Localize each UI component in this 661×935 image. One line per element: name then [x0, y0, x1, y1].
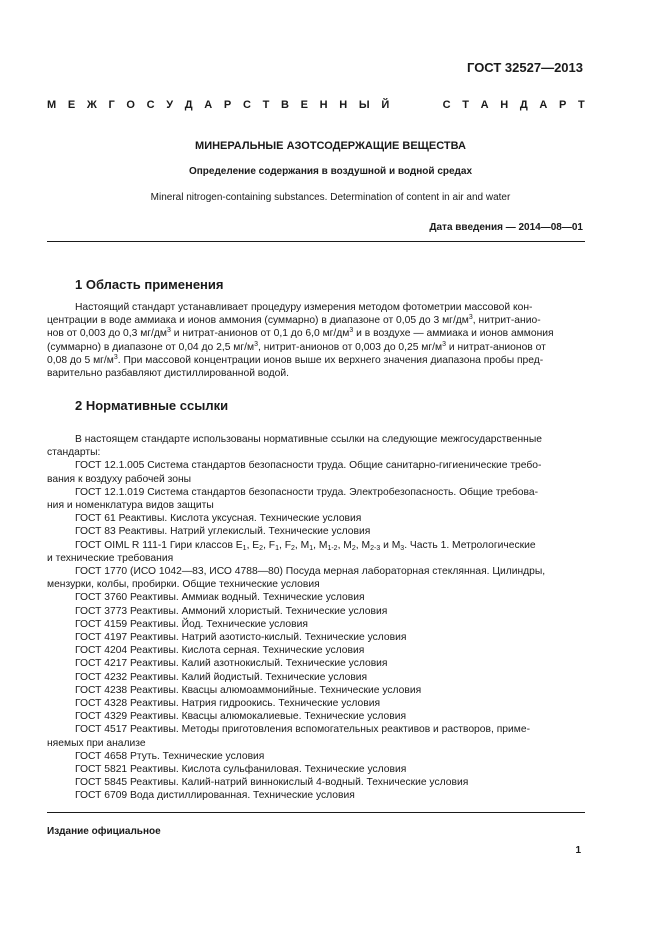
- banner-gap: [401, 99, 431, 111]
- banner-letter: Д: [519, 99, 528, 111]
- reference-item: ГОСТ 4204 Реактивы. Кислота серная. Технические условия: [75, 645, 365, 657]
- banner-letter: А: [539, 99, 548, 111]
- english-title: Mineral nitrogen-containing substances. Determination of content in air and water: [150, 192, 511, 203]
- banner-letter: У: [166, 99, 174, 111]
- reference-item: ГОСТ 4658 Ртуть. Технические условия: [75, 750, 265, 762]
- banner-letter: Е: [67, 99, 76, 111]
- reference-item: ГОСТ 83 Реактивы. Натрий углекислый. Технические условия: [75, 526, 371, 538]
- reference-item: ГОСТ 4328 Реактивы. Натрия гидроокись. Технические условия: [75, 698, 381, 710]
- normative-references-list: В настоящем стандарте использованы нормативные ссылки на следующие межгосударственные стандарты: ГОСТ 12.1.005 Система стандартов безопасности труда. Общие санитарно-гигиенические требо- вания к воздуху рабочей зоны ГОСТ 12.1.019 Система стандартов безопасности труда. Электробезопасность. Общие требова- ния и номенклатура видов защиты ГОСТ 61 Реактивы. Кислота уксусная. Технические условия ГОСТ 83 Реактивы. Натрий углекислый. Технические условия ГОСТ OIML R 111-1 Гири классов $E_1$, $E_2$, $F_1$, $F_2$, $M_1$, $M_{1-2}$, $M_2$, $M_{2-3}$ и $M_3$. Часть 1. Метрологические и технические требования ГОСТ 1770 (ИСО 1042—83, ИСО 4788—80) Посуда мерная лабораторная стеклянная. Цилиндры, мензурки, колбы, пробирки. Общие технические условия ГОСТ 3760 Реактивы. Аммиак водный. Технические условия ГОСТ 3773 Реактивы. Аммоний хлористый. Технические условия ГОСТ 4159 Реактивы. Йод. Технические условия ГОСТ 4197 Реактивы. Натрий азотисто-кислый. Технические условия ГОСТ 4204 Реактивы. Кислота серная. Технические условия ГОСТ 4217 Реактивы. Калий азотнокислый. Технические условия ГОСТ 4232 Реактивы. Калий йодистый. Технические условия ГОСТ 4238 Реактивы. Квасцы алюмоаммонийные. Технические условия ГОСТ 4328 Реактивы. Натрия гидроокись. Технические условия ГОСТ 4329 Реактивы. Квасцы алюмокалиевые. Технические условия ГОСТ 4517 Реактивы. Методы приготовления вспомогательных реактивов и растворов, приме- няемых при анализе ГОСТ 4658 Ртуть. Технические условия ГОСТ 5821 Реактивы. Кислота сульфаниловая. Технические условия ГОСТ 5845 Реактивы. Калий-натрий виннокислый 4-водный. Технические условия ГОСТ 6709 Вода дистиллированная. Технические условия: [47, 433, 584, 803]
- reference-item: ГОСТ 3773 Реактивы. Аммоний хлористый. Технические условия: [75, 605, 388, 617]
- banner-letter: С: [242, 99, 251, 111]
- reference-item: ГОСТ 5821 Реактивы. Кислота сульфаниловая. Технические условия: [75, 764, 407, 776]
- banner-letter: Н: [339, 99, 348, 111]
- reference-item: ГОСТ 61 Реактивы. Кислота уксусная. Технические условия: [75, 513, 362, 525]
- references-intro: В настоящем стандарте использованы нормативные ссылки на следующие межгосударственные: [75, 434, 542, 445]
- reference-item: ГОСТ 5845 Реактивы. Калий-натрий виннокислый 4-водный. Технические условия: [75, 777, 469, 789]
- banner-letter: Н: [500, 99, 509, 111]
- reference-item: ГОСТ 6709 Вода дистиллированная. Технические условия: [75, 790, 355, 802]
- document-subtitle: Определение содержания в воздушной и водной средах: [188, 166, 473, 177]
- banner-letter: Е: [300, 99, 308, 111]
- reference-item: ГОСТ 12.1.005 Система стандартов безопасности труда. Общие санитарно-гигиенические требо-: [75, 460, 542, 472]
- top-divider: [47, 241, 585, 242]
- banner-letter: М: [47, 99, 57, 111]
- page-number: 1: [575, 845, 581, 856]
- reference-item: ГОСТ 4159 Реактивы. Йод. Технические условия: [75, 618, 308, 630]
- reference-item: ГОСТ 4329 Реактивы. Квасцы алюмокалиевые. Технические условия: [75, 711, 407, 723]
- banner-letter: В: [280, 99, 289, 111]
- official-edition-note: Издание официальное: [47, 826, 161, 837]
- reference-item: ГОСТ 12.1.019 Система стандартов безопасности труда. Электробезопасность. Общие требова-: [75, 486, 539, 498]
- reference-item: ГОСТ 4238 Реактивы. Квасцы алюмоаммонийные. Технические условия: [75, 684, 422, 696]
- banner-letter: О: [126, 99, 135, 111]
- reference-item: ГОСТ 3760 Реактивы. Аммиак водный. Технические условия: [75, 592, 365, 604]
- document-title: МИНЕРАЛЬНЫЕ АЗОТСОДЕРЖАЩИЕ ВЕЩЕСТВА: [195, 140, 466, 152]
- banner-letter: Г: [108, 99, 115, 111]
- section-1-paragraph: Настоящий стандарт устанавливает процедуру измерения методом фотометрии массовой кон- центрации в воде аммиака и ионов аммония (суммарно) в диапазоне от 0,05 до 3 $мг/дм^3$, нитрит-анио- нов от 0,003 до 0,3 $мг/дм^3$ и нитрат-анионов от 0,1 до 6,0 $мг/дм^3$ и в воздухе — аммиака и ионов аммония (суммарно) в диапазоне от 0,04 до 2,5 $мг/м^3$, нитрит-анионов от 0,003 до 0,25 $мг/м^3$ и нитрат-анионов от 0,08 до 5 $мг/м^3$. При массовой концентрации ионов выше их верхнего значения диапазона пробы пред- варительно разбавляют дистиллированной водой.: [47, 302, 554, 380]
- banner-letter: С: [442, 99, 451, 111]
- banner-letter: Р: [558, 99, 567, 111]
- banner-letter: А: [204, 99, 213, 111]
- reference-item: ГОСТ 1770 (ИСО 1042—83, ИСО 4788—80) Посуда мерная лабораторная стеклянная. Цилиндры,: [75, 566, 546, 578]
- reference-item: ГОСТ 4517 Реактивы. Методы приготовления вспомогательных реактивов и растворов, приме-: [75, 724, 530, 736]
- banner-letter: Д: [184, 99, 193, 111]
- section-2-heading: 2 Нормативные ссылки: [75, 398, 229, 413]
- banner-letter: А: [480, 99, 489, 111]
- banner-letter: Н: [319, 99, 328, 111]
- reference-item: ГОСТ 4232 Реактивы. Калий йодистый. Технические условия: [75, 671, 368, 683]
- reference-item: ГОСТ OIML R 111-1 Гири классов $E_1$, $E_2$, $F_1$, $F_2$, $M_1$, $M_{1-2}$, $M_2$, $M_{2-3}$ и $M_3$. Часть 1. Метрологические: [75, 539, 536, 552]
- standard-code: ГОСТ 32527—2013: [467, 60, 583, 75]
- introduction-date: Дата введения — 2014—08—01: [429, 222, 583, 233]
- banner-letter: Ы: [358, 99, 370, 111]
- reference-item: ГОСТ 4217 Реактивы. Калий азотнокислый. Технические условия: [75, 658, 388, 670]
- banner-letter: С: [146, 99, 155, 111]
- reference-item: ГОСТ 4197 Реактивы. Натрий азотисто-кислый. Технические условия: [75, 632, 407, 644]
- banner-letter: Т: [578, 99, 585, 111]
- banner-letter: Т: [262, 99, 270, 111]
- banner-letter: Р: [223, 99, 232, 111]
- banner-letter: Й: [381, 99, 390, 111]
- section-1-heading: 1 Область применения: [75, 277, 224, 292]
- interstate-standard-banner: [47, 99, 585, 111]
- banner-letter: Ж: [86, 99, 97, 111]
- footer-divider: [47, 812, 585, 813]
- banner-letter: Т: [462, 99, 469, 111]
